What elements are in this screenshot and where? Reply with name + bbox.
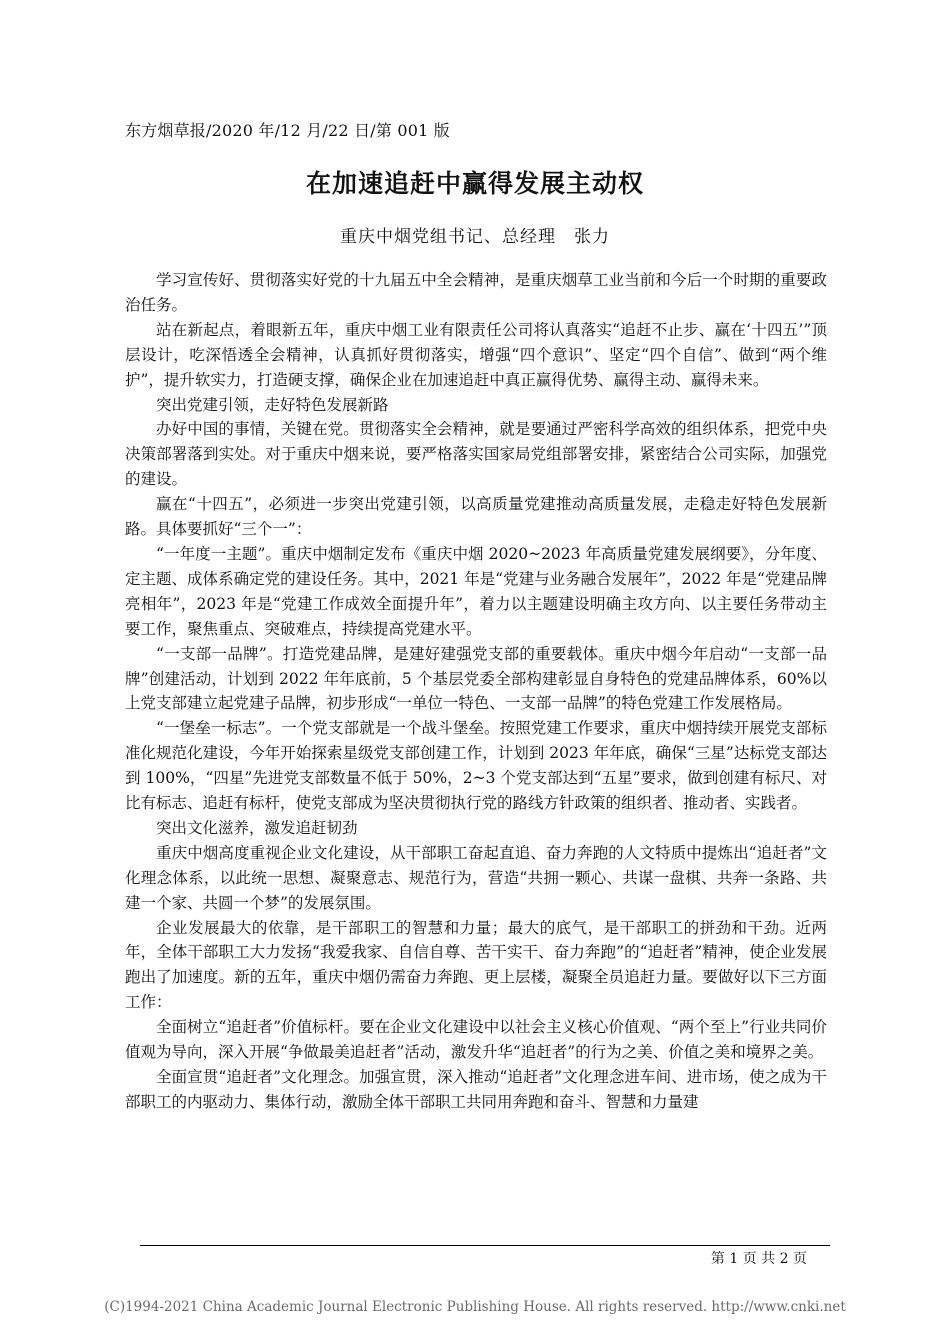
paragraph: “一年度一主题”。重庆中烟制定发布《重庆中烟 2020~2023 年高质量党建发展纲要》，分年度、定主题、成体系确定党的建设任务。其中，2021 年是“党建与业务融合发展年”，2022 年是“党建品牌亮相年”，2023 年是“党建工作成效全面提升年”，着力以主题建设明确主攻方向、以主要任务带动主要工作，聚焦重点、突破难点，持续提高党建水平。: [125, 544, 827, 638]
paragraph: 全面树立“追赶者”价值标杆。要在企业文化建设中以社会主义核心价值观、“两个至上”行业共同价值观为导向，深入开展“争做最美追赶者”活动，激发升华“追赶者”的行为之美、价值之美和境界之美。: [125, 1018, 827, 1062]
paragraph-intro: 学习宣传好、贯彻落实好党的十九届五中全会精神，是重庆烟草工业当前和今后一个时期的重要政治任务。: [125, 271, 827, 314]
paragraph: “一支部一品牌”。打造党建品牌，是建好建强党支部的重要载体。重庆中烟今年启动“一支部一品牌”创建活动，计划到 2022 年年底前，5 个基层党委全部构建彰显自身特色的党建品牌体系，60%以上党支部建立起党建子品牌，初步形成“一单位一特色、一支部一品牌”的特色党建工作发展格局。: [125, 644, 827, 713]
paragraph: 全面宣贯“追赶者”文化理念。加强宣贯，深入推动“追赶者”文化理念进车间、进市场，使之成为干部职工的内驱动力、集体行动，激励全体干部职工共同用奔跑和奋斗、智慧和力量建: [125, 1068, 827, 1111]
paragraph: 站在新起点，着眼新五年，重庆中烟工业有限责任公司将认真落实“追赶不止步、赢在‘十四五’”顶层设计，吃深悟透全会精神，认真抓好贯彻落实，增强“四个意识”、坚定“四个自信”、做到“两个维护”，提升软实力，打造硬支撑，确保企业在加速追赶中真正赢得优势、赢得主动、赢得未来。: [125, 320, 827, 389]
section-heading-culture: 突出文化滋养，激发追赶韧劲: [156, 818, 358, 837]
paragraph: 办好中国的事情，关键在党。贯彻落实全会精神，就是要通过严密科学高效的组织体系，把党中央决策部署落到实处。对于重庆中烟来说，要严格落实国家局党组部署安排，紧密结合公司实际，加强党的建设。: [125, 420, 827, 489]
article-body: [125, 268, 827, 1115]
article-byline: 重庆中烟党组书记、总经理 张力: [340, 227, 610, 247]
article-title: 在加速追赶中赢得发展主动权: [305, 169, 644, 198]
section-heading-party-building: 突出党建引领，走好特色发展新路: [156, 395, 389, 414]
page-indicator: 第 1 页 共 2 页: [710, 1251, 807, 1267]
paragraph: 企业发展最大的依靠，是干部职工的智慧和力量；最大的底气，是干部职工的拼劲和干劲。近两年，全体干部职工大力发扬“我爱我家、自信自尊、苦干实干、奋力奔跑”的“追赶者”精神，使企业发展跑出了加速度。新的五年，重庆中烟仍需奋力奔跑、更上层楼，凝聚全员追赶力量。要做好以下三方面工作：: [125, 918, 827, 1012]
paragraph: 赢在“十四五”，必须进一步突出党建引领，以高质量党建推动高质量发展，走稳走好特色发展新路。具体要抓好“三个一”：: [125, 495, 827, 539]
paragraph: “一堡垒一标志”。一个党支部就是一个战斗堡垒。按照党建工作要求，重庆中烟持续开展党支部标准化规范化建设，今年开始探索星级党支部创建工作，计划到 2023 年年底，确保“三星”达标党支部达到 100%，“四星”先进党支部数量不低于 50%，2~3 个党支部达到“五星”要求，做到创建有标尺、对比有标志、追赶有标杆，使党支部成为坚决贯彻执行党的路线方针政策的组织者、推动者、实践者。: [125, 719, 827, 813]
copyright-notice: (C)1994-2021 China Academic Journal Electronic Publishing House. All rights reserved. http://www.cnki.net: [104, 1299, 846, 1315]
newspaper-source-line: 东方烟草报/2020 年/12 月/22 日/第 001 版: [125, 121, 450, 140]
footer-divider: [140, 1245, 830, 1246]
paragraph: 重庆中烟高度重视企业文化建设，从干部职工奋起直追、奋力奔跑的人文特质中提炼出“追赶者”文化理念体系，以此统一思想、凝聚意志、规范行为，营造“共拥一颗心、共谋一盘棋、共奔一条路、共建一个家、共圆一个梦”的发展氛围。: [125, 843, 827, 912]
